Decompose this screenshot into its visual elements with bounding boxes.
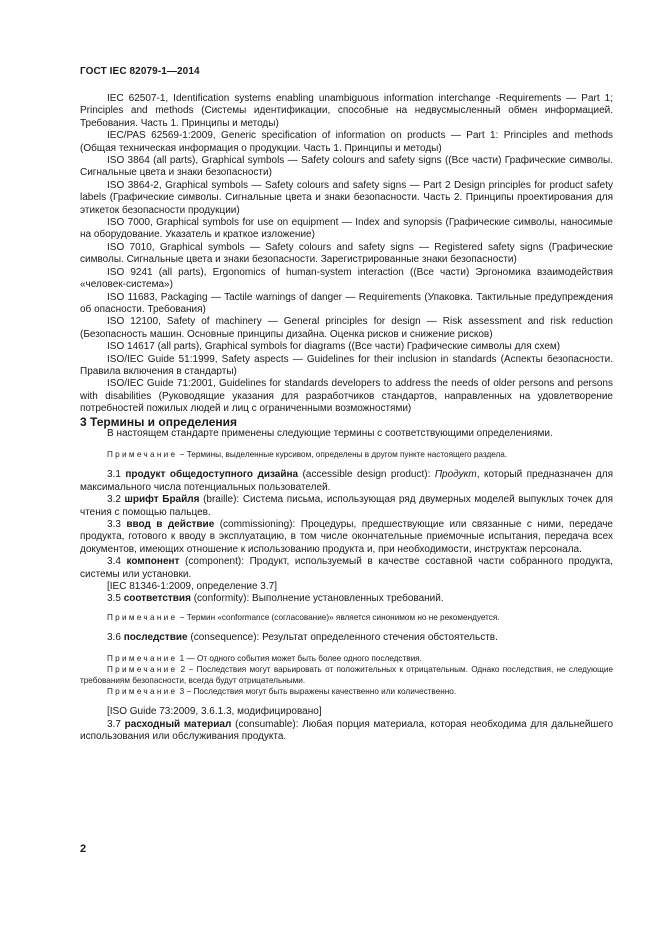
- term-english: (component):: [179, 556, 250, 568]
- term-name: последствие: [123, 631, 188, 643]
- note-3-5: [80, 612, 613, 623]
- reference-item: ISO 11683, Packaging — Tactile warnings of danger — Requirements (Упаковка. Тактильные предупреждения об опасности. Требования): [80, 291, 613, 315]
- term-3-3: [80, 519, 613, 556]
- term-name: компонент: [126, 556, 180, 568]
- term-3-2: [80, 494, 613, 519]
- note-label: Примечание: [107, 665, 178, 675]
- term-number: 3.3: [107, 519, 127, 530]
- note-label: Примечание: [107, 612, 178, 622]
- term-english: (accessible design product):: [298, 469, 435, 481]
- note-text: − Термины, выделенные курсивом, определены в другом пункте настоящего раздела.: [177, 450, 508, 460]
- reference-item: ISO 14617 (all parts), Graphical symbols for diagrams ((Все части) Графические символы для схем): [107, 341, 561, 353]
- reference-item: IEC 62507-1, Identification systems enabling unambiguous information interchange -Requirements — Part 1; Principles and methods (Системы идентификации, способные на недвусмысленный обмен информацией. Требования. Часть 1. Принципы и методы): [80, 93, 613, 129]
- term-3-7: [80, 719, 613, 744]
- term-number: 3.2: [107, 494, 125, 506]
- term-number: 3.6: [107, 631, 124, 643]
- note-3-6-1: [80, 653, 613, 664]
- reference-item: ISO 12100, Safety of machinery — General principles for design — Risk assessment and risk reduction (Безопасность машин. Основные принципы дизайна. Оценка рисков и снижение рисков): [80, 316, 613, 340]
- term-definition: Результат определенного стечения обстоятельств.: [262, 631, 498, 643]
- term-crossref: Продукт: [434, 469, 477, 481]
- term-name: ввод в действие: [126, 519, 215, 530]
- term-english: (consumable):: [231, 718, 303, 730]
- reference-item: ISO 3864 (all parts), Graphical symbols — Safety colours and safety signs ((Все части) Графические символы. Сигнальные цвета и знаки безопасности): [80, 155, 613, 179]
- term-definition: Процедуры, предшествующие или связанные с ними, передаче продукта, готового к вводу в эксплуатацию, в том числе окончательные приемочные испытания, передача всех документов, имеющих отношение к использованию продукта и, при необходимости, инструктаж персонала.: [80, 519, 613, 555]
- reference-item: IEC/PAS 62569-1:2009, Generic specification of information on products — Part 1: Principles and methods (Общая техническая информация о продукции. Часть 1. Принципы и методы): [80, 130, 613, 154]
- note-text: 3 − Последствия могут быть выражены качественно или количественно.: [177, 687, 457, 697]
- term-name: продукт общедоступного дизайна: [125, 469, 299, 481]
- term-definition: Выполнение установленных требований.: [252, 593, 444, 605]
- term-english: (consequence):: [187, 631, 263, 643]
- note-3-6-2: [80, 664, 613, 686]
- term-number: 3.7: [107, 718, 125, 730]
- reference-item: ISO 7010, Graphical symbols — Safety colours and safety signs — Registered safety signs (Графические символы. Сигнальные цвета и знаки безопасности. Зарегистрированные знаки безопасности): [80, 241, 613, 266]
- document-body: [80, 93, 613, 743]
- term-definition: Система письма, использующая ряд двумерных моделей выпуклых точек для чтения с помощью пальцев.: [80, 494, 613, 518]
- term-english: (commissioning):: [214, 519, 301, 530]
- reference-item: ISO 3864-2, Graphical symbols — Safety colours and safety signs — Part 2 Design principles for product safety labels (Графические символы. Сигнальные цвета и знаки безопасности. Часть 2. Принципы проектирования для этикеток безопасности продукции): [80, 179, 613, 216]
- reference-item: ISO/IEC Guide 51:1999, Safety aspects — Guidelines for their inclusion in standards (Аспекты безопасности. Правила включения в стандарты): [80, 353, 613, 377]
- section-intro: В настоящем стандарте применены следующие термины с соответствующими определениями.: [107, 427, 553, 439]
- reference-item: ISO/IEC Guide 71:2001, Guidelines for standards developers to address the needs of older persons and persons with disabilities (Руководящие указания для разработчиков стандартов, направленных на удовлетворение потребностей пожилых людей и лиц с ограниченными возможностями): [80, 378, 613, 415]
- term-3-4: [80, 556, 613, 581]
- term-source: [IEC 81346-1:2009, определение 3.7]: [107, 581, 277, 593]
- note-label: Примечание: [107, 654, 178, 664]
- note-text: 2 − Последствия могут варьировать от положительных к отрицательным. Однако последствия, не следующие требованиям безопасности, всегда будут отрицательными.: [80, 665, 613, 686]
- reference-item: ISO 9241 (all parts), Ergonomics of human-system interaction ((Все части) Эргономика взаимодействия «человек-система»): [80, 266, 613, 291]
- document-header: ГОСТ IEC 82079-1—2014: [80, 66, 200, 77]
- term-definition: Любая порция материала, которая необходима для дальнейшего использования или обслуживания продукта.: [80, 718, 614, 743]
- term-english: (braille):: [199, 494, 243, 506]
- section-title: 3 Термины и определения: [80, 414, 238, 429]
- term-source: [ISO Guide 73:2009, 3.6.1.3, модифицировано]: [107, 706, 322, 718]
- term-name: соответствия: [123, 593, 191, 605]
- term-definition: Продукт, используемый в качестве составной части собранного продукта, системы или установки.: [80, 556, 614, 580]
- note-text: 1 — От одного события может быть более одного последствия.: [177, 654, 422, 664]
- term-3-5: [80, 593, 613, 605]
- term-number: 3.1: [107, 469, 126, 481]
- note-3-6-3: [80, 686, 613, 697]
- note-text: − Термин «conformance (согласование)» является синонимом но не рекомендуется.: [177, 612, 500, 622]
- term-name: расходный материал: [124, 718, 232, 730]
- term-3-1: [80, 469, 613, 494]
- note-label: Примечание: [107, 450, 178, 460]
- term-number: 3.4: [107, 556, 127, 568]
- reference-item: ISO 7000, Graphical symbols for use on equipment — Index and synopsis (Графические символы, наносимые на оборудование. Указатель и краткое изложение): [80, 217, 613, 241]
- term-number: 3.5: [107, 593, 124, 605]
- note-label: Примечание: [107, 687, 178, 697]
- note-intro: [80, 449, 613, 460]
- term-definition: , который предназначен для максимального числа потенциальных пользователей.: [80, 469, 613, 493]
- page-number: 2: [80, 843, 87, 855]
- references-list: [80, 93, 613, 416]
- term-english: (conformity):: [190, 593, 253, 605]
- term-3-6: [80, 632, 613, 644]
- term-name: шрифт Брайля: [124, 494, 200, 506]
